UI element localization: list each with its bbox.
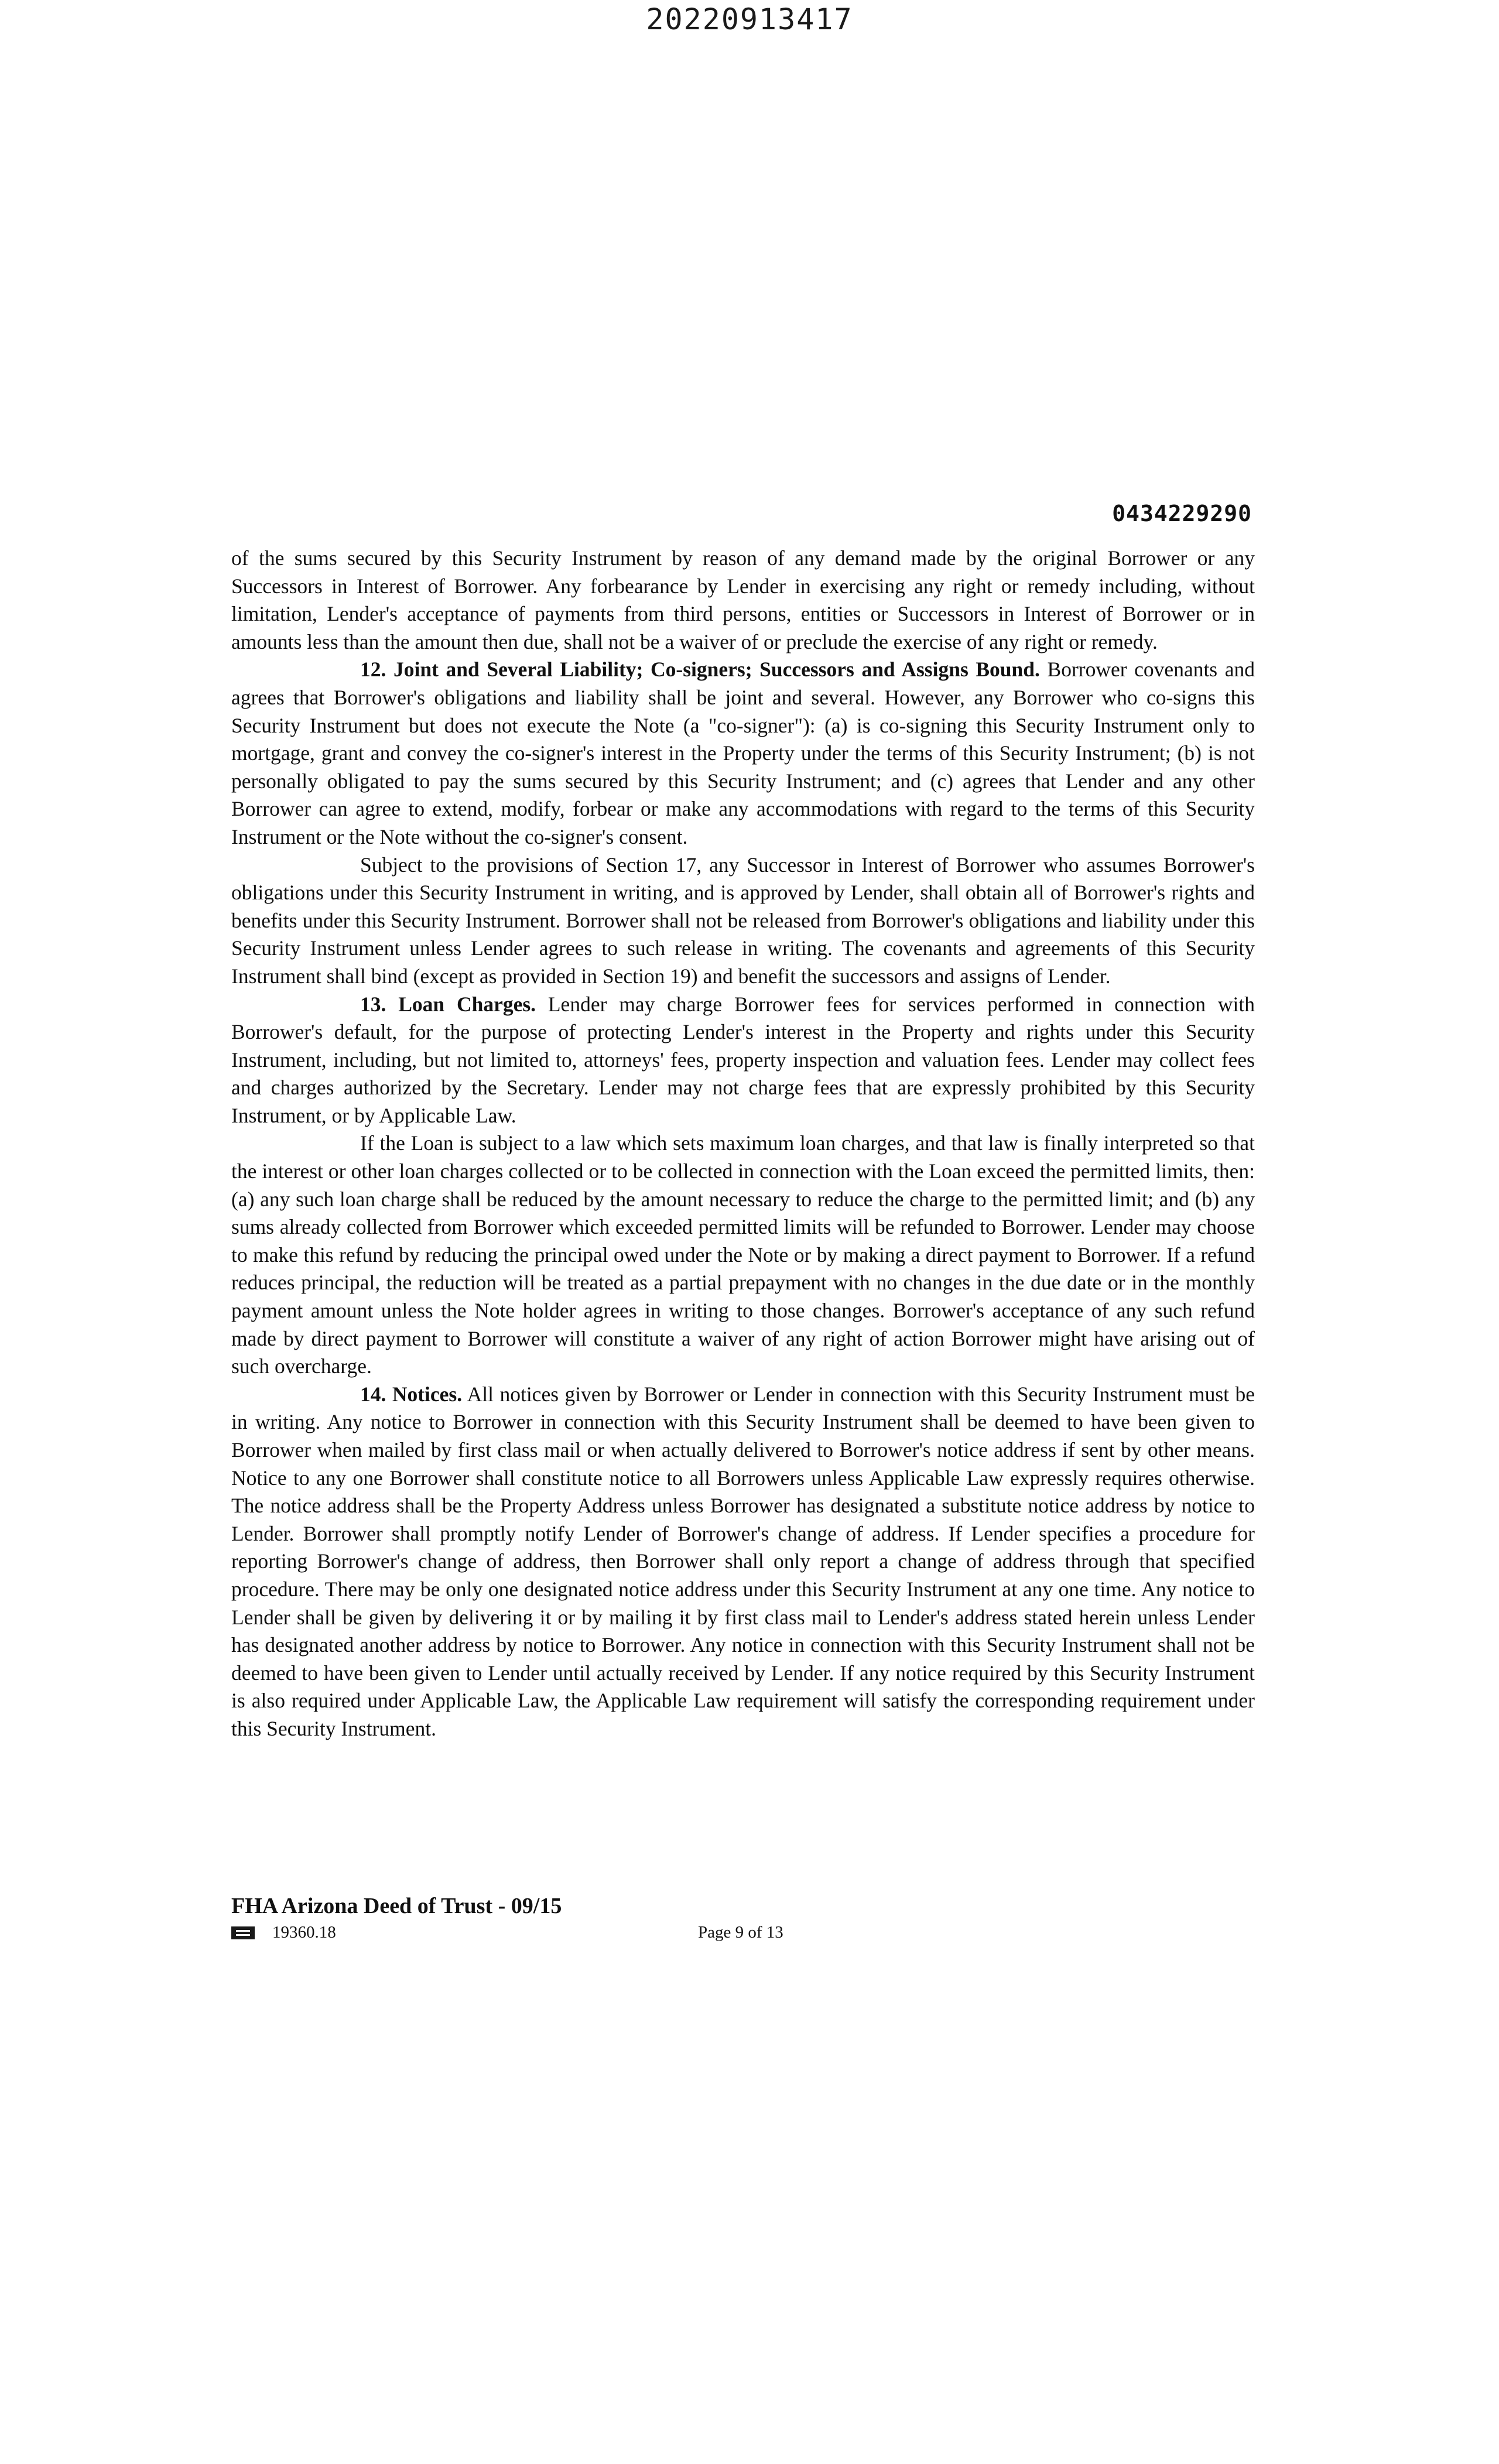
form-code: 19360.18 bbox=[272, 1923, 336, 1942]
form-code-line bbox=[231, 1923, 336, 1942]
form-title: FHA Arizona Deed of Trust - 09/15 bbox=[231, 1894, 562, 1918]
section-13 bbox=[231, 991, 1255, 1130]
ellie-mae-logo-icon bbox=[231, 1926, 255, 1939]
section-14-heading: 14. Notices. bbox=[360, 1382, 463, 1406]
section-13-text: Lender may charge Borrower fees for services performed in connection with Borrower's default, for the purpose of protecting Lender's interest in the Property and rights under this Security Instrument, including, but not limited to, attorneys' fees, property inspection and valuation fees. Lender may collect fees and charges authorized by the Secretary. Lender may not charge fees that are expressly prohibited by this Security Instrument, or by Applicable Law. bbox=[231, 992, 1255, 1127]
document-body bbox=[231, 545, 1255, 1743]
section-12-paragraph-2: Subject to the provisions of Section 17, any Successor in Interest of Borrower who assumes Borrower's obligations under this Security Instrument in writing, and is approved by Lender, shall obtain all of Borrower's rights and benefits under this Security Instrument. Borrower shall not be released from Borrower's obligations and liability under this Security Instrument unless Lender agrees to such release in writing. The covenants and agreements of this Security Instrument shall bind (except as provided in Section 19) and benefit the successors and assigns of Lender. bbox=[231, 853, 1255, 988]
loan-number: 0434229290 bbox=[1112, 501, 1252, 526]
section-12-heading: 12. Joint and Several Liability; Co-signers; Successors and Assigns Bound. bbox=[360, 658, 1040, 682]
recording-number: 20220913417 bbox=[646, 2, 853, 36]
section-12 bbox=[231, 656, 1255, 851]
section-14-text: All notices given by Borrower or Lender in connection with this Security Instrument must be in writing. Any notice to Borrower in connection with this Security Instrument shall be deemed to have been given to Borrower when mailed by first class mail or when actually delivered to Borrower's notice address if sent by other means. Notice to any one Borrower shall constitute notice to all Borrowers unless Applicable Law expressly requires otherwise. The notice address shall be the Property Address unless Borrower has designated a substitute notice address by notice to Lender. Borrower shall promptly notify Lender of Borrower's change of address. If Lender specifies a procedure for reporting Borrower's change of address, then Borrower shall only report a change of address through that specified procedure. There may be only one designated notice address under this Security Instrument at any one time. Any notice to Lender shall be given by delivering it or by mailing it by first class mail to Lender's address stated herein unless Lender has designated another address by notice to Borrower. Any notice in connection with this Security Instrument shall not be deemed to have been given to Lender until actually received by Lender. If any notice required by this Security Instrument is also required under Applicable Law, the Applicable Law requirement will satisfy the corresponding requirement under this Security Instrument. bbox=[231, 1382, 1255, 1740]
section-14 bbox=[231, 1381, 1255, 1743]
section-13-paragraph-2: If the Loan is subject to a law which sets maximum loan charges, and that law is finally interpreted so that the interest or other loan charges collected or to be collected in connection with the Loan exceed the permitted limits, then: (a) any such loan charge shall be reduced by the amount necessary to reduce the charge to the permitted limit; and (b) any sums already collected from Borrower which exceeded permitted limits will be refunded to Borrower. Lender may choose to make this refund by reducing the principal owed under the Note or by making a direct payment to Borrower. If a refund reduces principal, the reduction will be treated as a partial prepayment with no changes in the due date or in the monthly payment amount unless the Note holder agrees in writing to those changes. Borrower's acceptance of any such refund made by direct payment to Borrower will constitute a waiver of any right of action Borrower might have arising out of such overcharge. bbox=[231, 1131, 1255, 1378]
section-12-text: Borrower covenants and agrees that Borrower's obligations and liability shall be joint and several. However, any Borrower who co-signs this Security Instrument but does not execute the Note (a "co-signer"): (a) is co-signing this Security Instrument only to mortgage, grant and convey the co-signer's interest in the Property under the terms of this Security Instrument; (b) is not personally obligated to pay the sums secured by this Security Instrument; and (c) agrees that Lender and any other Borrower can agree to extend, modify, forbear or make any accommodations with regard to the terms of this Security Instrument or the Note without the co-signer's consent. bbox=[231, 658, 1255, 848]
page-number: Page 9 of 13 bbox=[698, 1923, 783, 1942]
paragraph-continuation: of the sums secured by this Security Instrument by reason of any demand made by the original Borrower or any Successors in Interest of Borrower. Any forbearance by Lender in exercising any right or remedy including, without limitation, Lender's acceptance of payments from third persons, entities or Successors in Interest of Borrower or in amounts less than the amount then due, shall not be a waiver of or preclude the exercise of any right or remedy. bbox=[231, 546, 1255, 653]
section-13-heading: 13. Loan Charges. bbox=[360, 992, 536, 1016]
